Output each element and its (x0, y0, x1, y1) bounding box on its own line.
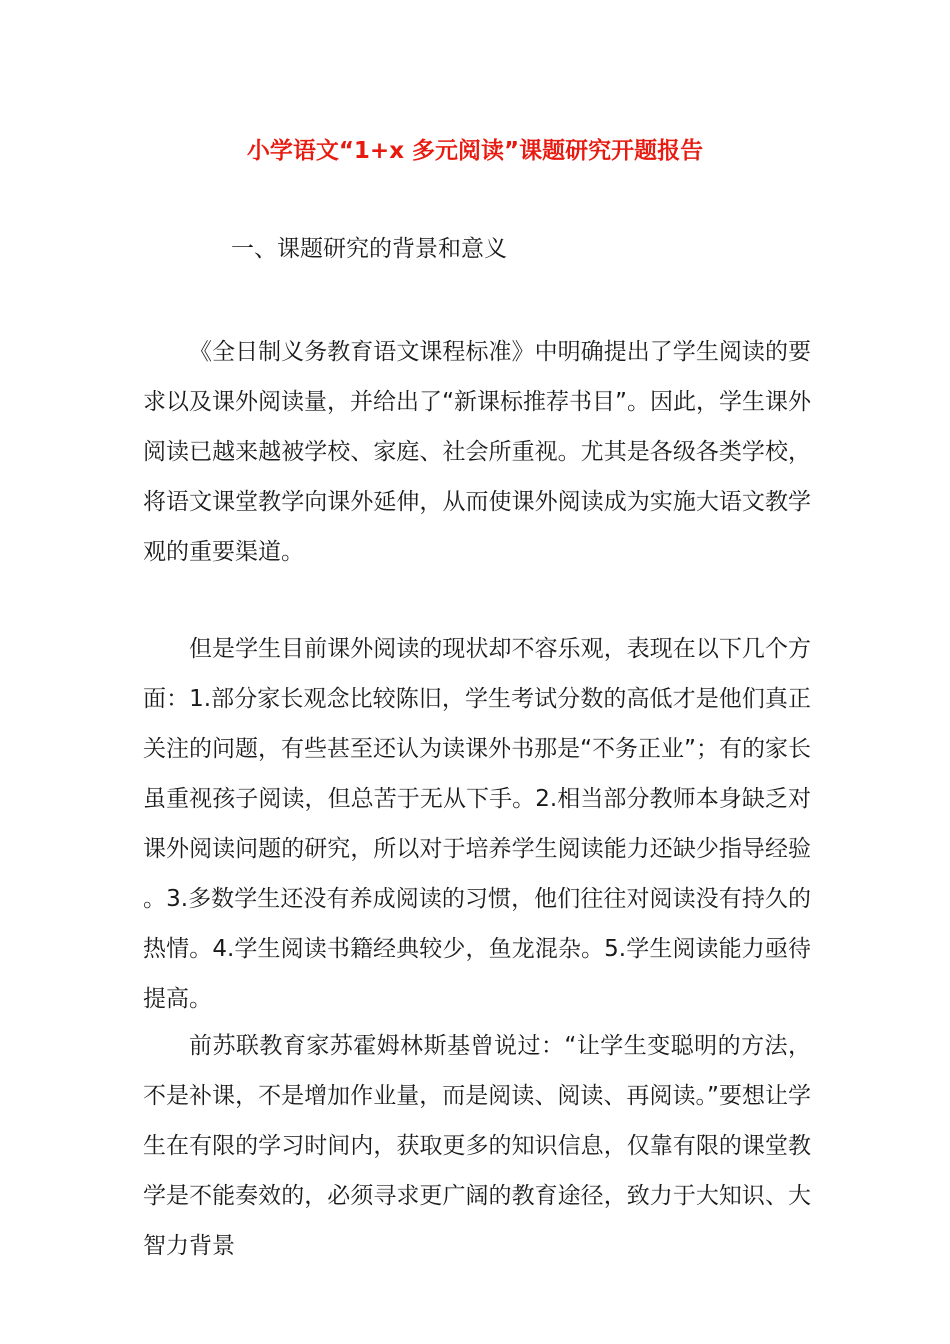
section-heading: 一、课题研究的背景和意义 (231, 236, 507, 262)
document-title: 小学语文“1+x 多元阅读”课题研究开题报告 (246, 138, 704, 164)
paragraph-curriculum-standard: 《全日制义务教育语文课程标准》中明确提出了学生阅读的要求以及课外阅读量，并给出了“新课标推荐书目”。因此，学生课外阅读已越来越被学校、家庭、社会所重视。尤其是各级各类学校，将语文课堂教学向课外延伸，从而使课外阅读成为实施大语文教学观的重要渠道。 (143, 339, 811, 565)
paragraph-reading-status: 但是学生目前课外阅读的现状却不容乐观，表现在以下几个方面：1.部分家长观念比较陈旧，学生考试分数的高低才是他们真正关注的问题，有些甚至还认为读课外书那是“不务正业”；有的家长虽重视孩子阅读，但总苦于无从下手。2.相当部分教师本身缺乏对课外阅读问题的研究，所以对于培养学生阅读能力还缺少指导经验。3.多数学生还没有养成阅读的习惯，他们往往对阅读没有持久的热情。4.学生阅读书籍经典较少，鱼龙混杂。5.学生阅读能力亟待提高。 (143, 636, 811, 1012)
paragraph-sukhomlinsky-quote: 前苏联教育家苏霍姆林斯基曾说过：“让学生变聪明的方法，不是补课，不是增加作业量，而是阅读、阅读、再阅读。”要想让学生在有限的学习时间内，获取更多的知识信息，仅靠有限的课堂教学是不能奏效的，必须寻求更广阔的教育途径，致力于大知识、大智力背景 (143, 1033, 811, 1259)
